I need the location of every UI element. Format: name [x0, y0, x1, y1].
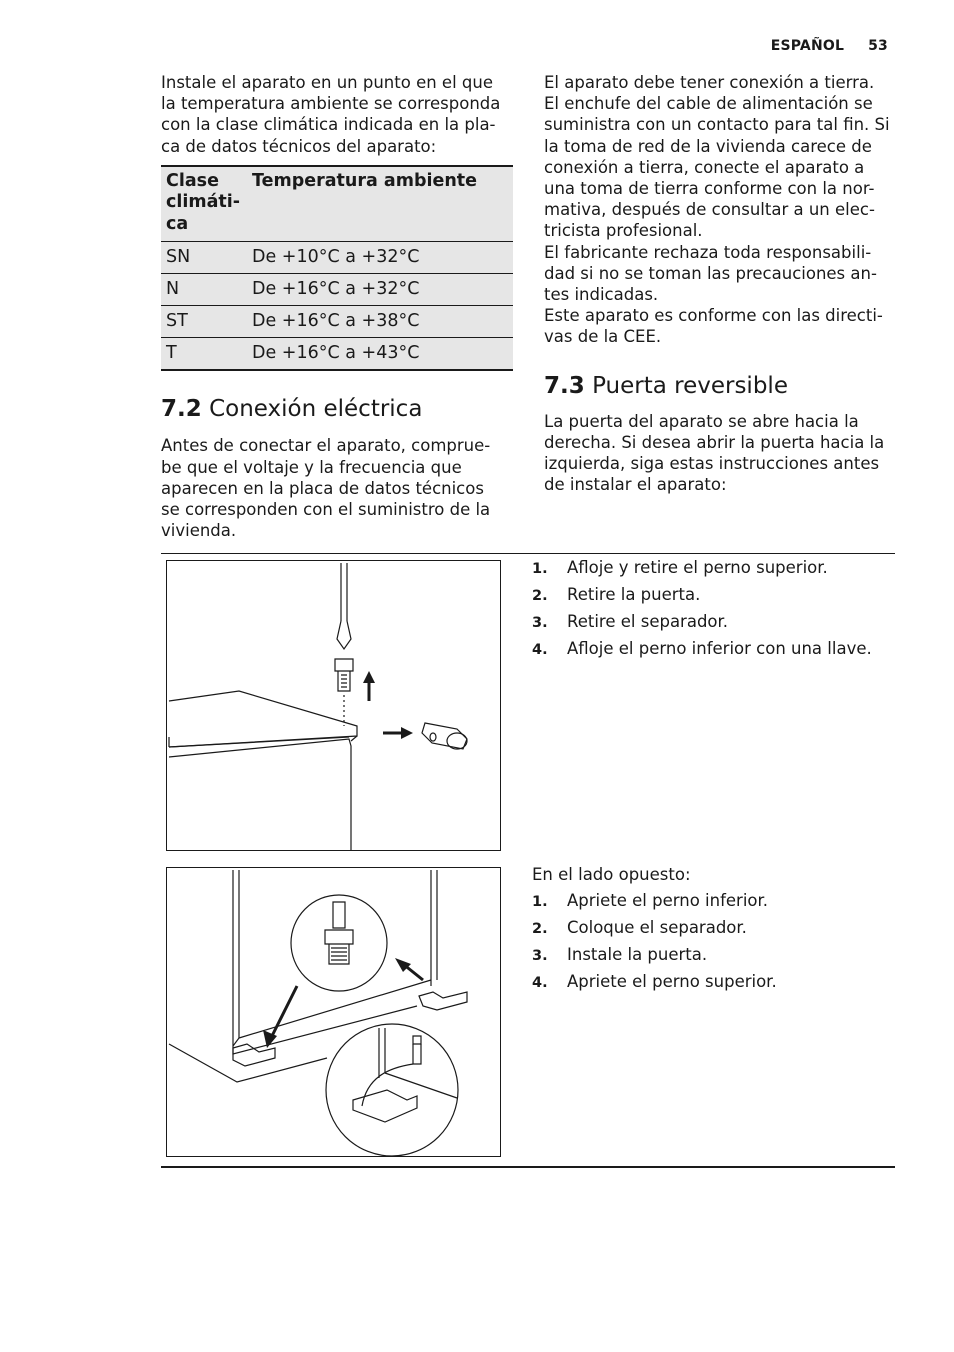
table-header-ambient-temperature: Temperatura ambiente: [247, 166, 513, 242]
divider-top: [161, 553, 895, 554]
illustration-install-pin: [167, 868, 500, 1156]
list-item: 2. Retire la puerta.: [532, 585, 701, 604]
electrical-connection-text: Antes de conectar el aparato, comprue- be que el voltaje y la frecuencia que aparecen en la placa de datos técnicos se corresponden con el suministro de la vivienda.: [161, 436, 491, 541]
page-header: [771, 38, 888, 54]
right-column: [544, 72, 896, 495]
table-cell-temperature: De +16°C a +38°C: [247, 306, 513, 338]
table-row: [161, 306, 513, 338]
table-cell-temperature: De +16°C a +32°C: [247, 274, 513, 306]
list-item: 4. Apriete el perno superior.: [532, 972, 777, 991]
earthing-text: El aparato debe tener conexión a tierra. El enchufe del cable de alimentación se suministra con un contacto para tal fin. Si la toma de red de la vivienda carece de conexión a tierra, conecte el aparato a una toma de tierra conforme con la nor- mativa, después de consultar a un elec- tricista profesional. El fabricante rechaza toda responsabili- dad si no se toman las precauciones an- tes indicadas. Este aparato es conforme con las directi- vas de la CEE.: [544, 73, 890, 347]
table-cell-temperature: De +10°C a +32°C: [247, 242, 513, 274]
table-cell-class: N: [161, 274, 247, 306]
steps-remove-door: [532, 557, 894, 665]
steps-list: [532, 890, 894, 994]
table-cell-temperature: De +16°C a +43°C: [247, 338, 513, 371]
list-item: 1. Apriete el perno inferior.: [532, 891, 769, 910]
table-cell-class: T: [161, 338, 247, 371]
reversible-door-text: La puerta del aparato se abre hacia la derecha. Si desea abrir la puerta hacia la izquierda, siga estas instrucciones antes de instalar el aparato:: [544, 411, 885, 495]
table-row: [161, 242, 513, 274]
steps-intro: En el lado opuesto:: [532, 865, 691, 884]
steps-list: [532, 557, 894, 661]
table-row: [161, 338, 513, 371]
climate-class-table: [161, 165, 513, 372]
list-item: 3. Retire el separador.: [532, 612, 729, 631]
divider-bottom: [161, 1166, 895, 1168]
list-item: 3. Instale la puerta.: [532, 945, 708, 964]
section-heading-reversible-door: 7.3 Puerta reversible: [544, 372, 788, 399]
table-header-climate-class: Clase climáti- ca: [161, 166, 247, 242]
section-heading-electrical-connection: 7.2 Conexión eléctrica: [161, 396, 423, 423]
list-item: 2. Coloque el separador.: [532, 918, 747, 937]
list-item: 1. Afloje y retire el perno superior.: [532, 558, 828, 577]
left-column: [161, 72, 513, 541]
list-item: 4. Afloje el perno inferior con una llave.: [532, 639, 872, 658]
table-cell-class: SN: [161, 242, 247, 274]
header-language: ESPAÑOL: [770, 38, 845, 54]
illustration-remove-pin: [167, 561, 500, 850]
page-number: 53: [868, 38, 888, 54]
table-row: [161, 274, 513, 306]
table-header-row: [161, 166, 513, 242]
steps-install-door: [532, 864, 894, 998]
climate-intro: Instale el aparato en un punto en el que la temperatura ambiente se corresponda con la clase climática indicada en la pla- ca de datos técnicos del aparato:: [161, 73, 501, 156]
figure-remove-door: [166, 560, 501, 851]
table-cell-class: ST: [161, 306, 247, 338]
figure-install-door: [166, 867, 501, 1157]
